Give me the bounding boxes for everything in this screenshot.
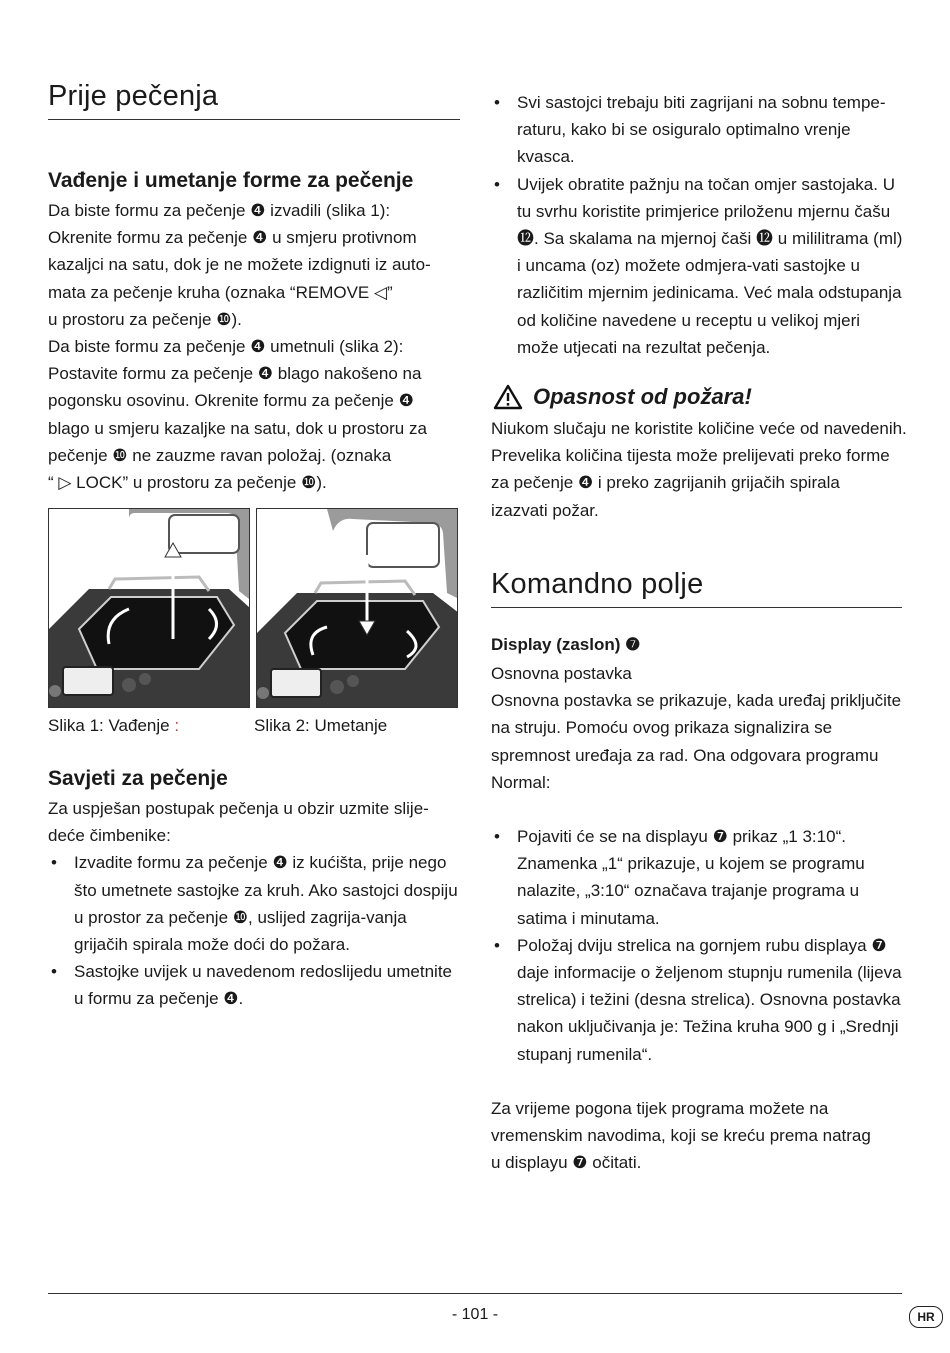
display-info-list [491,823,903,1068]
warning-triangle-icon [493,384,523,410]
closing-paragraph [491,1095,911,1177]
list-item: • Uvijek obratite pažnju na točan omjer sastojaka. U tu svrhu koristite primjerice priloženu mjernu čašu ⓬. Sa skalama na mjernoj čaši ⓬ u mililitrama (ml) i uncama (oz) možete odmjera-vati sastojke u različitim mjernim jedinicama. Već mala odstupanja od količine navedene u receptu u velikoj mjeri može utjecati na rezultat pečenja. [491,171,905,361]
display-subheading: Osnovna postavka [491,664,632,683]
text-line: Postavite formu za pečenje ❹ blago nakošeno na [48,364,422,384]
text-line: vremenskim navodima, koji se kreću prema natrag [491,1126,871,1146]
baking-tips-content [48,795,460,1013]
figure-removing-pan [48,508,250,708]
text-line: Osnovna postavka se prikazuje, kada uređaj priključite [491,691,902,711]
footer-divider [48,1293,902,1294]
caption-1-colon: : [174,716,180,735]
figure-caption-1 [48,716,179,736]
display-heading: Display (zaslon) ❼ [491,635,641,654]
section-heading-baking-tips: Savjeti za pečenje [48,767,228,790]
language-badge: HR [909,1306,943,1328]
list-item: • Sastojke uvijek u navedenom redoslijedu umetnite u formu za pečenje ❹. [48,958,460,1012]
tips-list-continued [491,89,905,361]
list-item: • Svi sastojci trebaju biti zagrijani na sobnu tempe-raturu, kako bi se osiguralo optimalno vrenje kvasca. [491,89,905,171]
list-item: • Pojaviti će se na displayu ❼ prikaz „1 3:10“. Znamenka „1“ prikazuje, u kojem se programu nalazite, „3:10“ označava trajanje programa u satima i minutama. [491,823,903,932]
figures [48,508,458,708]
text-line: pečenje ❿ ne zauzme ravan položaj. (oznaka [48,445,392,465]
text-line: Da biste formu za pečenje ❹ umetnuli (slika 2): [48,337,404,357]
text-line: Okrenite formu za pečenje ❹ u smjeru protivnom [48,228,417,248]
text-line: kazaljci na satu, dok je ne možete izdignuti iz auto- [48,255,431,275]
text-line: Normal: [491,772,551,792]
fire-warning-text [491,415,911,524]
page-number: - 101 - [451,1306,499,1323]
text-line: deće čimbenike: [48,826,171,846]
text-line: za pečenje ❹ i preko zagrijanih grijačih spirala [491,473,840,493]
text-line: u prostoru za pečenje ❿). [48,309,242,329]
text-line: Da biste formu za pečenje ❹ izvadili (slika 1): [48,201,391,220]
baking-tips-list [48,849,460,1012]
illustration-removing [49,509,250,708]
text-line: Za vrijeme pogona tijek programa možete na [491,1099,829,1118]
section-title-control-panel: Komandno polje [491,568,902,608]
caption-1-text: Slika 1: Vađenje [48,716,170,735]
text-line: spremnost uređaja za rad. Ona odgovara programu [491,745,879,765]
warning-title: Opasnost od požara! [533,384,752,409]
list-item: • Položaj dviju strelica na gornjem rubu displaya ❼ daje informacije o željenom stupnju rumenila (lijeva strelica) i težini (desna strelica). Osnovna postavka nakon uključivanja je: Težina kruha 900 g i „Srednji stupanj rumenila“. [491,932,903,1068]
page-title: Prije pečenja [48,80,460,120]
illustration-inserting [257,509,458,708]
figure-inserting-pan [256,508,458,708]
figure-caption-2: Slika 2: Umetanje [254,716,388,735]
text-line: mata za pečenje kruha (oznaka “REMOVE ◁” [48,282,393,302]
text-line: izazvati požar. [491,500,599,520]
list-item: • Izvadite formu za pečenje ❹ iz kućišta, prije nego što umetnete sastojke za kruh. Ako sastojci dospiju u prostor za pečenje ❿, uslijed zagrija-vanja grijačih spirala može doći do požara. [48,849,460,958]
display-description [491,660,911,796]
baking-form-instructions [48,197,468,496]
text-line: pogonsku osovinu. Okrenite formu za pečenje ❹ [48,391,414,411]
text-line: Za uspješan postupak pečenja u obzir uzmite slije- [48,799,429,818]
text-line: blago u smjeru kazaljke na satu, dok u prostoru za [48,418,427,438]
text-line: u displayu ❼ očitati. [491,1153,642,1173]
fire-warning-heading [493,384,752,410]
section-heading-baking-form: Vađenje i umetanje forme za pečenje [48,169,414,192]
text-line: “ ▷ LOCK” u prostoru za pečenje ❿). [48,473,327,493]
text-line: na struju. Pomoću ovog prikaza signalizira se [491,718,833,738]
text-line: Prevelika količina tijesta može prelijevati preko forme [491,446,890,466]
text-line: Niukom slučaju ne koristite količine veće od navedenih. [491,419,907,438]
